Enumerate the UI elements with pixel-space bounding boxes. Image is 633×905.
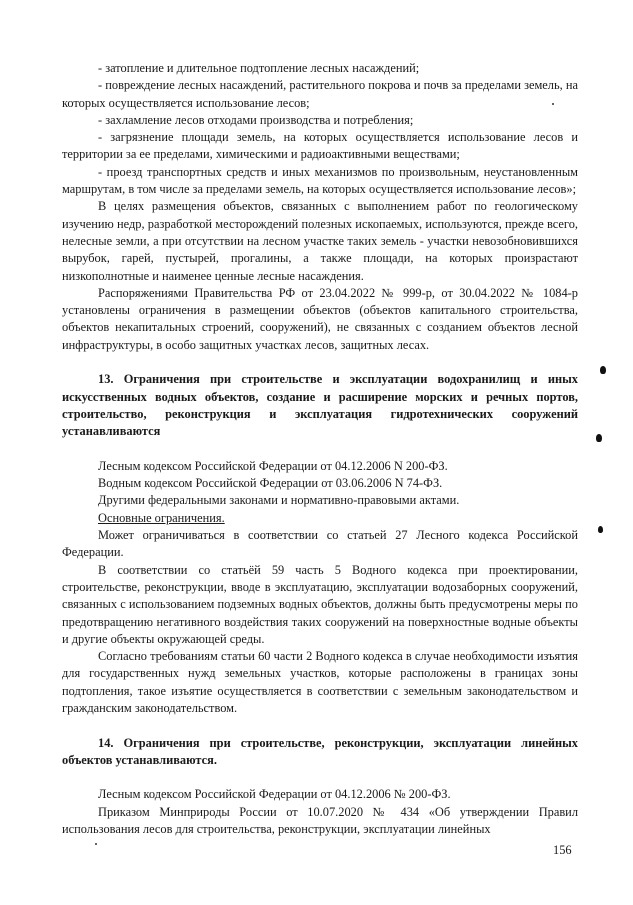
law-reference: Лесным кодексом Российской Федерации от 04.12.2006 № 200-ФЗ.	[98, 787, 451, 802]
section-13-heading: 13. Ограничения при строительстве и эксплуатации водохранилищ и иных искусственных водных объектов, создание и расширение морских и речных портов, строительство, реконструкция и эксплуатация гидротехнических сооружений устанавливаются	[62, 372, 578, 439]
page-body	[62, 60, 578, 838]
section-13-subheading	[62, 510, 578, 527]
paragraph: В целях размещения объектов, связанных с выполнением работ по геологическому изучению недр, разработкой месторождений полезных ископаемых, используются, прежде всего, нелесные земли, а при отсутствии на лесном участке таких земель - участки невозобновившихся вырубок, гарей, пустырей, прогалины, а также площади, на которых произрастают низкополнотные и наименее ценные лесные насаждения.	[62, 199, 578, 283]
law-reference: Другими федеральными законами и нормативно-правовыми актами.	[98, 493, 460, 508]
paragraph: - загрязнение площади земель, на которых осуществляется использование лесов и территории за ее пределами, химическими и радиоактивными веществами;	[62, 130, 578, 162]
subheading-text: Основные ограничения.	[98, 510, 225, 525]
law-reference: Водным кодексом Российской Федерации от 03.06.2006 N 74-ФЗ.	[98, 476, 443, 491]
paragraph: Согласно требованиям статьи 60 части 2 Водного кодекса в случае необходимости изъятия для государственных нужд земельных участков, которые расположены в границах зоны подтопления, такое изъятие осуществляется в соответствии с земельным законодательством и гражданским законодательством.	[62, 649, 578, 715]
paragraph: Может ограничиваться в соответствии со статьей 27 Лесного кодекса Российской Федерации.	[62, 528, 578, 560]
paragraph: Распоряжениями Правительства РФ от 23.04.2022 № 999-р, от 30.04.2022 № 1084-р установлены ограничения в размещении объектов (объектов капитального строительства, объектов некапитальных строений, сооружений), не связанных с созданием объектов лесной инфраструктуры, в особо защитных участках лесов, защитных лесах.	[62, 285, 578, 352]
section-14-heading: 14. Ограничения при строительстве, реконструкции, эксплуатации линейных объектов устанавливаются.	[62, 735, 578, 767]
punch-hole-mark	[596, 434, 602, 442]
punch-hole-mark	[598, 526, 603, 533]
speck	[552, 103, 554, 105]
law-reference: Лесным кодексом Российской Федерации от 04.12.2006 N 200-ФЗ.	[98, 458, 448, 473]
speck	[95, 843, 97, 845]
paragraph: - захламление лесов отходами производства и потребления;	[98, 112, 414, 127]
paragraph: В соответствии со статьёй 59 часть 5 Водного кодекса при проектировании, строительстве, реконструкции, вводе в эксплуатацию, эксплуатации водозаборных сооружений, связанных с использованием подземных водных объектов, должны быть предусмотрены меры по предотвращению негативного воздействия таких сооружений на поверхностные водные объекты и другие объекты окружающей среды.	[62, 562, 578, 646]
paragraph: Приказом Минприроды России от 10.07.2020 № 434 «Об утверждении Правил использования лесов для строительства, реконструкции, эксплуатации линейных	[62, 804, 578, 837]
punch-hole-mark	[600, 366, 606, 374]
page-number: 156	[553, 843, 572, 857]
paragraph: - затопление и длительное подтопление лесных насаждений;	[98, 61, 420, 75]
paragraph: - проезд транспортных средств и иных механизмов по произвольным, неустановленным маршрутам, в том числе за пределами земель, на которых осуществляется использование лесов»;	[62, 164, 578, 197]
paragraph: - повреждение лесных насаждений, растительного покрова и почв за пределами земель, на которых осуществляется использование лесов;	[62, 78, 578, 110]
